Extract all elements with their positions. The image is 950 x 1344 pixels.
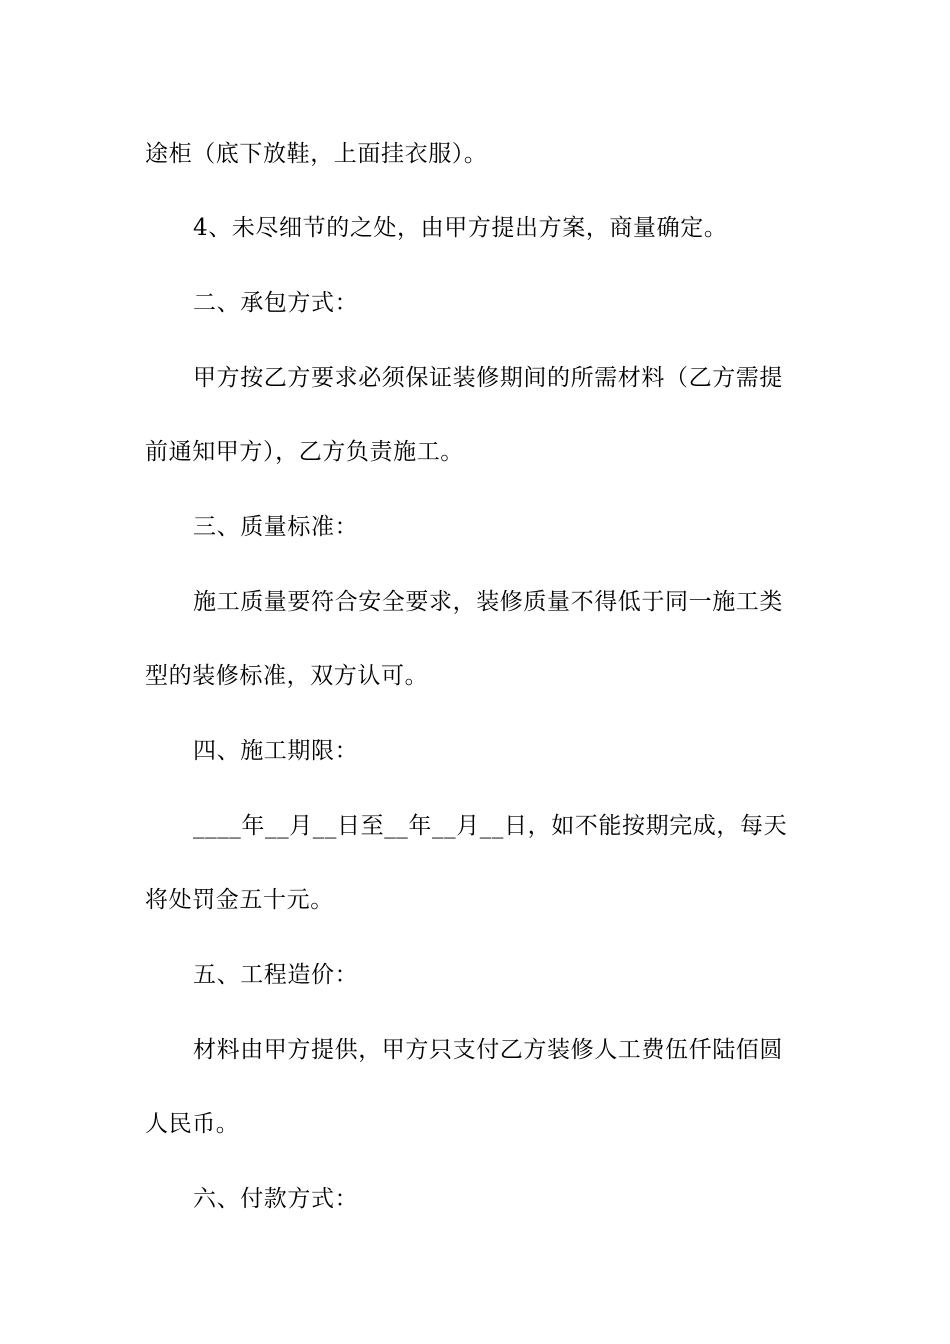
paragraph-line: 前通知甲方），乙方负责施工。 — [145, 439, 464, 465]
paragraph-line: 人民币。 — [145, 1111, 240, 1137]
paragraph-line: ____年__月__日至__年__月__日，如不能按期完成，每天 — [193, 813, 788, 839]
paragraph-line: 4、未尽细节的之处，由甲方提出方案，商量确定。 — [193, 215, 728, 241]
paragraph-line: 材料由甲方提供，甲方只支付乙方装修人工费伍仟陆佰圆 — [193, 1037, 783, 1063]
paragraph-line: 将处罚金五十元。 — [145, 887, 334, 913]
section-heading: 二、承包方式： — [193, 290, 359, 316]
paragraph-line: 甲方按乙方要求必须保证装修期间的所需材料（乙方需提 — [193, 365, 783, 391]
paragraph-line: 型的装修标准，双方认可。 — [145, 663, 429, 689]
section-heading: 六、付款方式： — [193, 1186, 359, 1212]
section-heading: 四、施工期限： — [193, 738, 359, 764]
paragraph-line: 途柜（底下放鞋，上面挂衣服）。 — [145, 141, 488, 167]
section-heading: 五、工程造价： — [193, 962, 359, 988]
paragraph-line: 施工质量要符合安全要求，装修质量不得低于同一施工类 — [193, 589, 783, 615]
section-heading: 三、质量标准： — [193, 514, 359, 540]
